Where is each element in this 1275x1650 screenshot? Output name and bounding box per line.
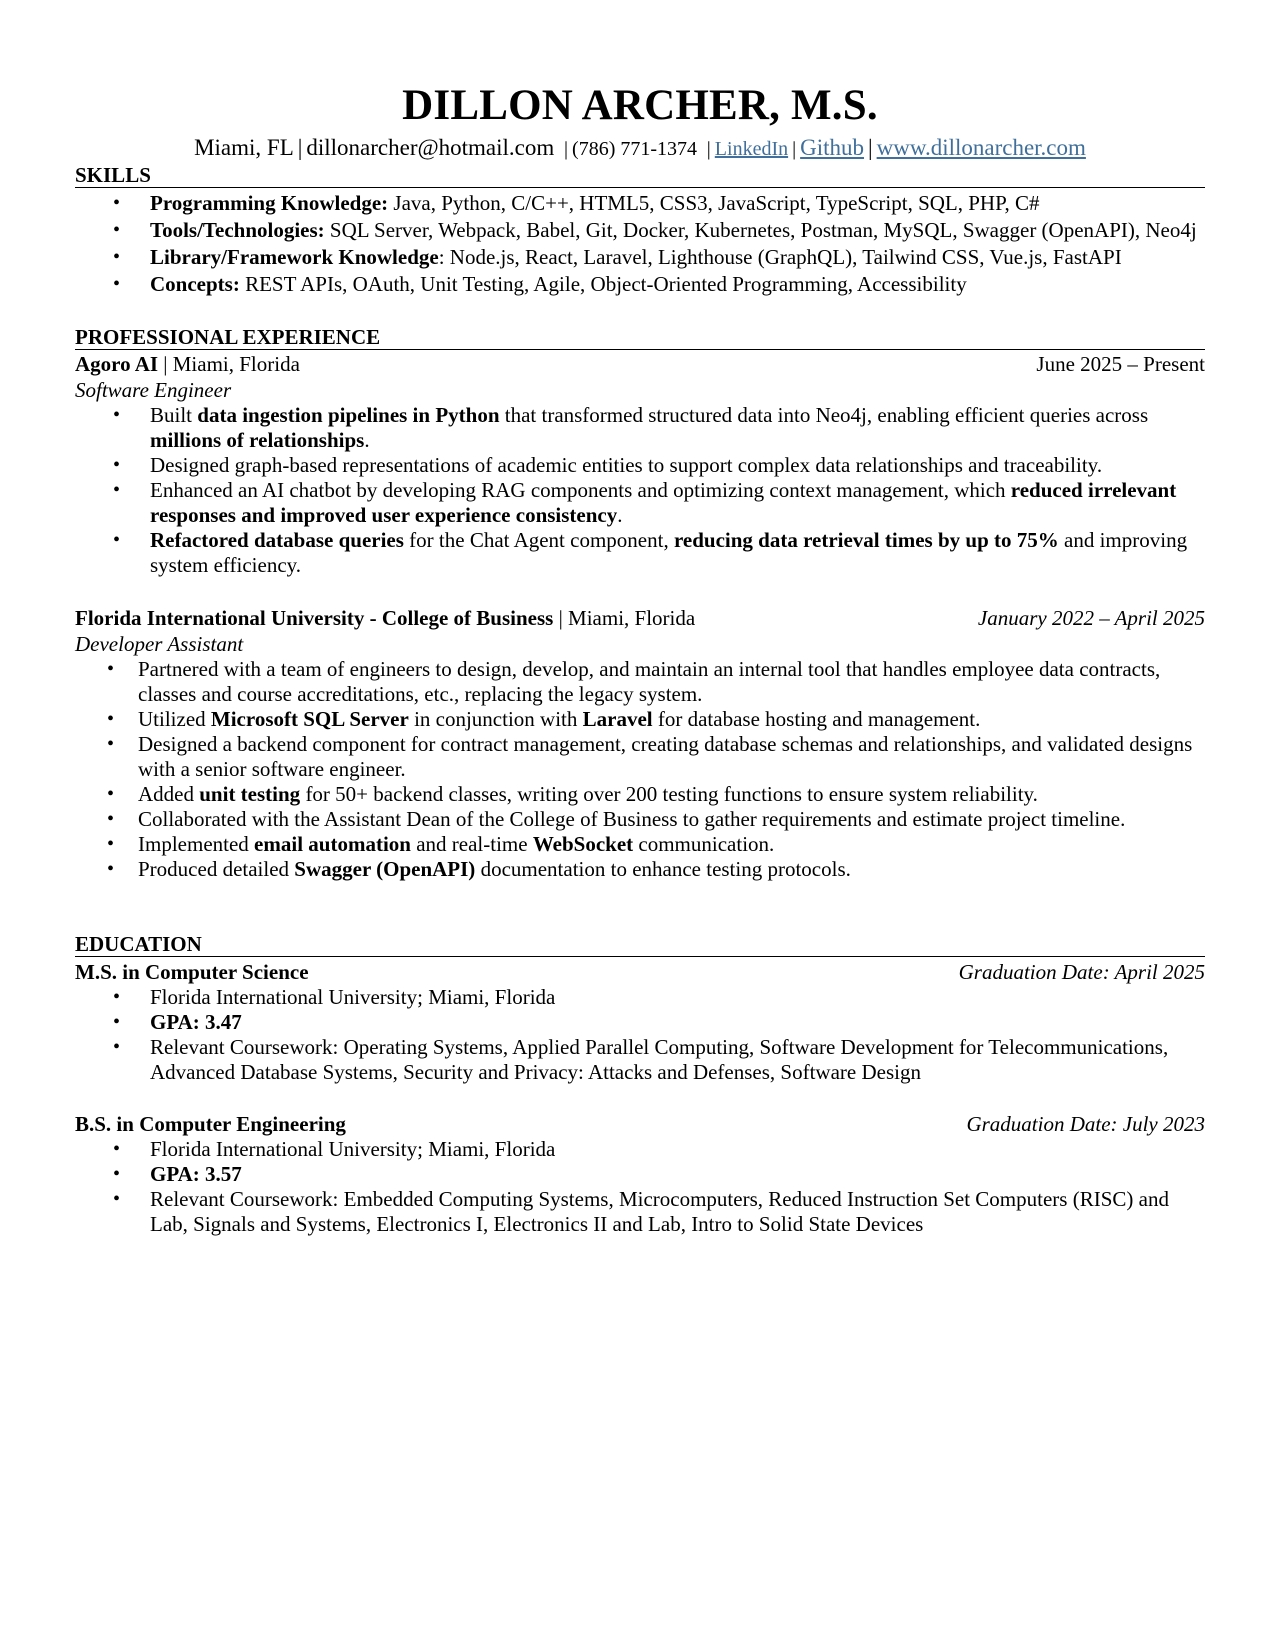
job-dates: January 2022 – April 2025 xyxy=(977,606,1205,630)
degree-ms xyxy=(75,959,1205,1085)
bullet-item: • Added unit testing for 50+ backend classes, writing over 200 testing functions to ensure system reliability. xyxy=(75,782,1205,807)
bullet-item: • Refactored database queries for the Chat Agent component, reducing data retrieval times by up to 75% and improving system efficiency. xyxy=(75,528,1205,578)
bullet-item: • Enhanced an AI chatbot by developing RAG components and optimizing context management, which reduced irrelevant responses and improved user experience consistency. xyxy=(75,478,1205,528)
degree-details xyxy=(75,1137,1205,1237)
github-link[interactable]: Github xyxy=(800,135,865,160)
experience-heading: PROFESSIONAL EXPERIENCE xyxy=(75,325,1205,350)
skill-item xyxy=(75,244,1205,271)
resume-name: DILLON ARCHER, M.S. xyxy=(402,82,878,129)
job-header xyxy=(75,605,1205,631)
job-agoro xyxy=(75,351,1205,578)
skill-item xyxy=(75,190,1205,217)
bullet-item: • Partnered with a team of engineers to design, develop, and maintain an internal tool that handles employee data contracts, classes and course accreditations, etc., replacing the legacy system. xyxy=(75,657,1205,707)
skill-label: Concepts: xyxy=(150,272,240,296)
bullet-item: • Implemented email automation and real-time WebSocket communication. xyxy=(75,832,1205,857)
linkedin-link[interactable]: LinkedIn xyxy=(714,138,789,160)
bullet-item: • Utilized Microsoft SQL Server in conjunction with Laravel for database hosting and management. xyxy=(75,707,1205,732)
degree-gpa: • GPA: 3.47 xyxy=(75,1010,1205,1035)
degree-title: M.S. in Computer Science xyxy=(75,960,309,984)
job-bullets xyxy=(75,657,1205,882)
skill-values: Java, Python, C/C++, HTML5, CSS3, JavaScript, TypeScript, SQL, PHP, C# xyxy=(388,191,1040,215)
skills-list xyxy=(75,190,1205,298)
degree-school: • Florida International University; Miami, Florida xyxy=(75,1137,1205,1162)
job-company: Florida International University - College of Business xyxy=(75,606,554,630)
job-header xyxy=(75,351,1205,377)
degree-header xyxy=(75,1111,1205,1137)
graduation-date: Graduation Date: July 2023 xyxy=(966,1112,1205,1136)
contact-phone: (786) 771-1374 xyxy=(572,138,698,160)
contact-line: Miami, FL | dillonarcher@hotmail.com | (786) 771-1374 | LinkedIn | Github | www.dillonarcher.com xyxy=(194,135,1086,160)
job-fiu xyxy=(75,605,1205,882)
skills-heading: SKILLS xyxy=(75,163,1205,188)
skill-item xyxy=(75,271,1205,298)
skill-values: REST APIs, OAuth, Unit Testing, Agile, Object-Oriented Programming, Accessibility xyxy=(239,272,967,296)
skill-values: SQL Server, Webpack, Babel, Git, Docker, Kubernetes, Postman, MySQL, Swagger (OpenAPI), Neo4j xyxy=(324,218,1197,242)
degree-details xyxy=(75,985,1205,1085)
job-dates: June 2025 – Present xyxy=(1036,352,1205,376)
skill-item xyxy=(75,217,1205,244)
bullet-item: • Collaborated with the Assistant Dean of the College of Business to gather requirements and estimate project timeline. xyxy=(75,807,1205,832)
degree-bs xyxy=(75,1111,1205,1237)
skill-label: Programming Knowledge: xyxy=(150,191,389,215)
degree-header xyxy=(75,959,1205,985)
degree-coursework: • Relevant Coursework: Operating Systems, Applied Parallel Computing, Software Development for Telecommunications, Advanced Database Systems, Security and Privacy: Attacks and Defenses, Software Design xyxy=(75,1035,1205,1085)
website-link[interactable]: www.dillonarcher.com xyxy=(876,135,1086,160)
bullet-item: • Produced detailed Swagger (OpenAPI) documentation to enhance testing protocols. xyxy=(75,857,1205,882)
graduation-date: Graduation Date: April 2025 xyxy=(958,960,1205,984)
contact-email: dillonarcher@hotmail.com xyxy=(306,135,555,160)
degree-coursework: • Relevant Coursework: Embedded Computing Systems, Microcomputers, Reduced Instruction Set Computers (RISC) and Lab, Signals and Systems, Electronics I, Electronics II and Lab, Intro to Solid State Devices xyxy=(75,1187,1205,1237)
job-bullets xyxy=(75,403,1205,578)
job-role: Software Engineer xyxy=(75,378,232,402)
degree-school: • Florida International University; Miami, Florida xyxy=(75,985,1205,1010)
skill-values: : Node.js, React, Laravel, Lighthouse (GraphQL), Tailwind CSS, Vue.js, FastAPI xyxy=(438,245,1122,269)
job-location: | Miami, Florida xyxy=(158,352,300,376)
degree-title: B.S. in Computer Engineering xyxy=(75,1112,346,1136)
resume-page xyxy=(75,0,1205,1237)
bullet-item: • Designed graph-based representations of academic entities to support complex data relationships and traceability. xyxy=(75,453,1205,478)
job-location: | Miami, Florida xyxy=(553,606,696,630)
skill-label: Library/Framework Knowledge xyxy=(150,245,439,269)
job-role: Developer Assistant xyxy=(75,632,244,656)
degree-gpa: • GPA: 3.57 xyxy=(75,1162,1205,1187)
skill-label: Tools/Technologies: xyxy=(150,218,325,242)
job-company: Agoro AI xyxy=(75,352,159,376)
education-heading: EDUCATION xyxy=(75,932,1205,957)
bullet-item: • Built data ingestion pipelines in Python that transformed structured data into Neo4j, enabling efficient queries across millions of relationships. xyxy=(75,403,1205,453)
contact-location: Miami, FL xyxy=(194,135,294,160)
bullet-item: • Designed a backend component for contract management, creating database schemas and relationships, and validated designs with a senior software engineer. xyxy=(75,732,1205,782)
